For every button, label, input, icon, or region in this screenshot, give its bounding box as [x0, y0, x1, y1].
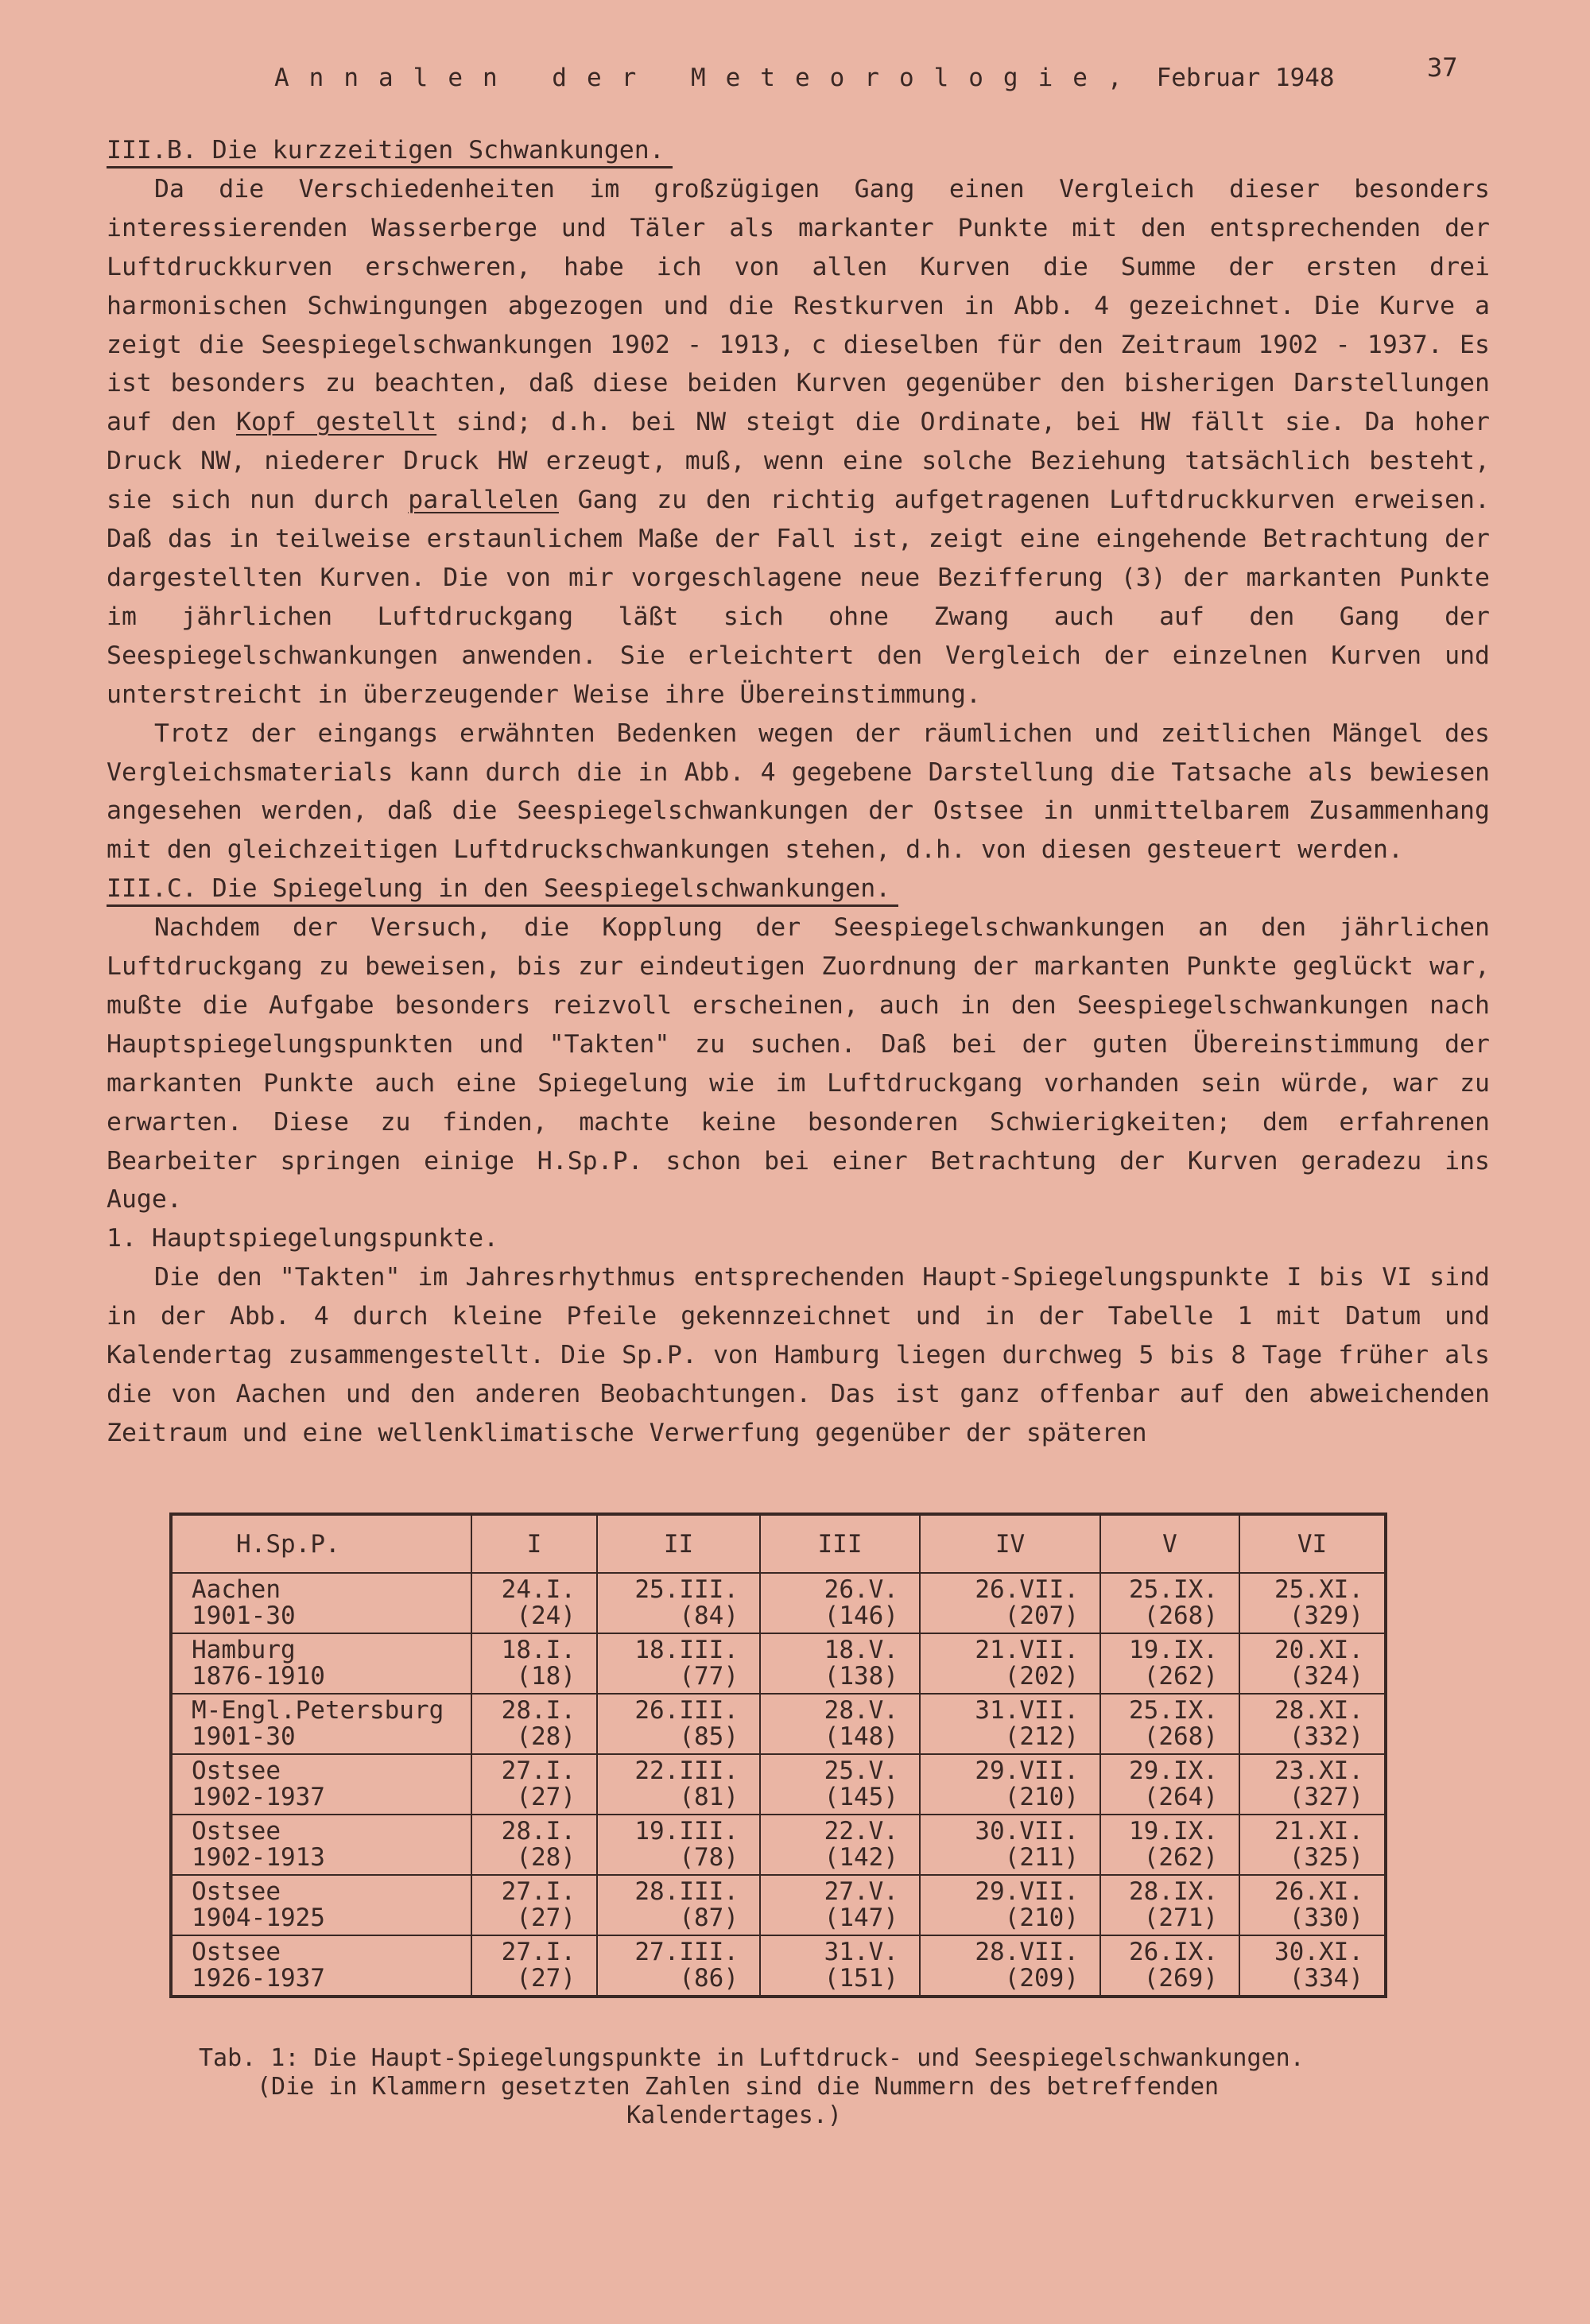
- date-cell: [597, 1694, 760, 1754]
- date-value: 23.XI.: [1274, 1757, 1363, 1785]
- running-header: [274, 64, 1335, 92]
- table-header-row: [171, 1514, 1386, 1573]
- station-period: 1901-30: [192, 1722, 296, 1751]
- date-value: 22.V.: [824, 1817, 898, 1846]
- table-row: [171, 1815, 1386, 1875]
- calendar-day: (77): [679, 1662, 739, 1691]
- date-cell: [920, 1633, 1100, 1694]
- date-cell: [1100, 1935, 1239, 1997]
- date-value: 27.I.: [501, 1757, 576, 1785]
- date-cell: [1239, 1694, 1386, 1754]
- date-value: 27.I.: [501, 1938, 576, 1966]
- station-cell: [171, 1573, 471, 1633]
- calendar-day: (212): [1004, 1722, 1079, 1751]
- caption-line: Tab. 1: Die Haupt-Spiegelungspunkte in Luftdruck- und Seespiegelschwankungen.: [199, 2044, 1305, 2072]
- caption-line: (Die in Klammern gesetzten Zahlen sind die Nummern des betreffenden: [257, 2073, 1220, 2101]
- column-header: V: [1100, 1514, 1239, 1573]
- date-value: 26.VII.: [975, 1575, 1079, 1604]
- calendar-day: (28): [516, 1722, 576, 1751]
- calendar-day: (18): [516, 1662, 576, 1691]
- station-period: 1901-30: [192, 1602, 296, 1630]
- date-cell: [920, 1754, 1100, 1815]
- station-cell: [171, 1694, 471, 1754]
- calendar-day: (202): [1004, 1662, 1079, 1691]
- date-cell: [1239, 1815, 1386, 1875]
- calendar-day: (138): [824, 1662, 898, 1691]
- date-cell: [1100, 1573, 1239, 1633]
- date-value: 25.V.: [824, 1757, 898, 1785]
- date-value: 18.V.: [824, 1636, 898, 1664]
- table-row: [171, 1935, 1386, 1997]
- paragraph-text: Da die Verschiedenheiten im großzügigen Gang einen Vergleich dieser besonders interessierenden Wasserberge und Täler als markanter Punkte mit den entsprechenden der Luftdruckkurven erschweren, habe ich von allen Kurven die Summe der ersten drei harmonischen Schwingungen abgezogen und die Restkurven in Abb. 4 gezeichnet. Die Kurve a zeigt die Seespiegelschwankungen 1902 - 1913, c dieselben für den Zeitraum 1902 - 1937. Es ist besonders zu beachten, daß diese beiden Kurven gegenüber den bisherigen Darstellungen auf den: [107, 174, 1490, 437]
- date-cell: [920, 1875, 1100, 1935]
- station-period: 1904-1925: [192, 1904, 325, 1932]
- calendar-day: (78): [679, 1843, 739, 1872]
- column-header: VI: [1239, 1514, 1386, 1573]
- date-cell: [1100, 1875, 1239, 1935]
- table-row: [171, 1875, 1386, 1935]
- date-value: 19.III.: [634, 1817, 739, 1846]
- date-value: 29.IX.: [1129, 1757, 1218, 1785]
- calendar-day: (327): [1289, 1783, 1363, 1811]
- date-cell: [1239, 1875, 1386, 1935]
- calendar-day: (147): [824, 1904, 898, 1932]
- paragraph: Trotz der eingangs erwähnten Bedenken wegen der räumlichen und zeitlichen Mängel des Vergleichsmaterials kann durch die in Abb. 4 gegebene Darstellung die Tatsache als bewiesen angesehen werden, daß die Seespiegelschwankungen der Ostsee in unmittelbarem Zusammenhang mit den gleichzeitigen Luftdruckschwankungen stehen, d.h. von diesen gesteuert werden.: [107, 719, 1490, 865]
- station-name: Ostsee: [192, 1938, 281, 1966]
- station-period: 1876-1910: [192, 1662, 325, 1691]
- date-cell: [920, 1935, 1100, 1997]
- date-value: 28.XI.: [1274, 1696, 1363, 1725]
- column-header: I: [471, 1514, 597, 1573]
- date-cell: [760, 1694, 920, 1754]
- date-value: 27.I.: [501, 1877, 576, 1906]
- date-cell: [1239, 1633, 1386, 1694]
- calendar-day: (27): [516, 1964, 576, 1993]
- date-value: 21.VII.: [975, 1636, 1079, 1664]
- date-cell: [597, 1754, 760, 1815]
- date-value: 26.V.: [824, 1575, 898, 1604]
- table-caption: [199, 2044, 1305, 2130]
- station-cell: [171, 1875, 471, 1935]
- date-value: 28.VII.: [975, 1938, 1079, 1966]
- date-value: 22.III.: [634, 1757, 739, 1785]
- column-header: H.Sp.P.: [171, 1514, 471, 1573]
- date-value: 28.I.: [501, 1696, 576, 1725]
- paragraph-text: sind; d.h. bei NW steigt die Ordinate, bei HW fällt sie. Da hoher Druck NW, niederer Druck HW erzeugt, muß, wenn eine solche Beziehung tatsächlich besteht, sie sich nun durch: [107, 408, 1490, 515]
- calendar-day: (81): [679, 1783, 739, 1811]
- date-value: 29.VII.: [975, 1757, 1079, 1785]
- date-value: 31.VII.: [975, 1696, 1079, 1725]
- date-value: 27.III.: [634, 1938, 739, 1966]
- paragraph: Die den "Takten" im Jahresrhythmus entsprechenden Haupt-Spiegelungspunkte I bis VI sind in der Abb. 4 durch kleine Pfeile gekennzeichnet und in der Tabelle 1 mit Datum und Kalendertag zusammengestellt. Die Sp.P. von Hamburg liegen durchweg 5 bis 8 Tage früher als die von Aachen und den anderen Beobachtungen. Das ist ganz offenbar auf den abweichenden Zeitraum und eine wellenklimatische Verwerfung gegenüber der späteren: [107, 1263, 1490, 1447]
- date-value: 19.IX.: [1129, 1636, 1218, 1664]
- underlined-phrase: Kopf gestellt: [235, 408, 437, 437]
- date-cell: [920, 1815, 1100, 1875]
- paragraph: [107, 170, 1490, 715]
- date-value: 25.IX.: [1129, 1575, 1218, 1604]
- date-value: 27.V.: [824, 1877, 898, 1906]
- station-cell: [171, 1754, 471, 1815]
- station-name: Aachen: [192, 1575, 281, 1604]
- station-period: 1902-1937: [192, 1783, 325, 1811]
- calendar-day: (324): [1289, 1662, 1363, 1691]
- station-cell: [171, 1935, 471, 1997]
- column-header: III: [760, 1514, 920, 1573]
- date-cell: [920, 1694, 1100, 1754]
- calendar-day: (151): [824, 1964, 898, 1993]
- calendar-day: (268): [1143, 1602, 1218, 1630]
- calendar-day: (271): [1143, 1904, 1218, 1932]
- station-name: Ostsee: [192, 1757, 281, 1785]
- table-1: [169, 1513, 1384, 1998]
- calendar-day: (334): [1289, 1964, 1363, 1993]
- underlined-phrase: parallelen: [408, 486, 559, 515]
- section-heading-c: III.C. Die Spiegelung in den Seespiegelschwankungen.: [107, 873, 898, 907]
- table-row: [171, 1633, 1386, 1694]
- date-cell: [471, 1754, 597, 1815]
- date-value: 26.III.: [634, 1696, 739, 1725]
- table-row: [171, 1754, 1386, 1815]
- calendar-day: (210): [1004, 1904, 1079, 1932]
- calendar-day: (325): [1289, 1843, 1363, 1872]
- calendar-day: (209): [1004, 1964, 1079, 1993]
- date-cell: [760, 1633, 920, 1694]
- paragraph: Nachdem der Versuch, die Kopplung der Seespiegelschwankungen an den jährlichen Luftdruckgang zu beweisen, bis zur eindeutigen Zuordnung der markanten Punkte geglückt war, mußte die Aufgabe besonders reizvoll erscheinen, auch in den Seespiegelschwankungen nach Hauptspiegelungspunkten und "Takten" zu suchen. Daß bei der guten Übereinstimmung der markanten Punkte auch eine Spiegelung wie im Luftdruckgang vorhanden sein würde, war zu erwarten. Diese zu finden, machte keine besonderen Schwierigkeiten; dem erfahrenen Bearbeiter springen einige H.Sp.P. schon bei einer Betrachtung der Kurven geradezu ins Auge.: [107, 913, 1490, 1214]
- date-cell: [471, 1633, 597, 1694]
- date-value: 24.I.: [501, 1575, 576, 1604]
- date-cell: [597, 1573, 760, 1633]
- body-text: [107, 131, 1490, 1453]
- date-value: 28.V.: [824, 1696, 898, 1725]
- calendar-day: (207): [1004, 1602, 1079, 1630]
- date-cell: [597, 1633, 760, 1694]
- subsection-heading: 1. Hauptspiegelungspunkte.: [107, 1224, 499, 1253]
- date-value: 28.IX.: [1129, 1877, 1218, 1906]
- date-value: 26.IX.: [1129, 1938, 1218, 1966]
- date-cell: [1239, 1935, 1386, 1997]
- date-value: 25.XI.: [1274, 1575, 1363, 1604]
- date-cell: [1100, 1815, 1239, 1875]
- station-name: Hamburg: [192, 1636, 296, 1664]
- date-value: 19.IX.: [1129, 1817, 1218, 1846]
- calendar-day: (145): [824, 1783, 898, 1811]
- column-header: II: [597, 1514, 760, 1573]
- calendar-day: (268): [1143, 1722, 1218, 1751]
- date-value: 25.IX.: [1129, 1696, 1218, 1725]
- page-number: 37: [1427, 52, 1458, 83]
- calendar-day: (27): [516, 1904, 576, 1932]
- date-value: 28.I.: [501, 1817, 576, 1846]
- calendar-day: (330): [1289, 1904, 1363, 1932]
- date-cell: [1239, 1573, 1386, 1633]
- date-value: 20.XI.: [1274, 1636, 1363, 1664]
- calendar-day: (85): [679, 1722, 739, 1751]
- calendar-day: (329): [1289, 1602, 1363, 1630]
- table-row: [171, 1573, 1386, 1633]
- calendar-day: (87): [679, 1904, 739, 1932]
- date-cell: [1100, 1694, 1239, 1754]
- date-cell: [760, 1754, 920, 1815]
- date-value: 18.I.: [501, 1636, 576, 1664]
- date-cell: [1100, 1633, 1239, 1694]
- column-header: IV: [920, 1514, 1100, 1573]
- calendar-day: (262): [1143, 1843, 1218, 1872]
- date-value: 21.XI.: [1274, 1817, 1363, 1846]
- journal-title: Annalen der Meteorologie,: [274, 64, 1142, 92]
- date-cell: [760, 1875, 920, 1935]
- date-cell: [920, 1573, 1100, 1633]
- station-period: 1926-1937: [192, 1964, 325, 1993]
- station-cell: [171, 1633, 471, 1694]
- date-cell: [1100, 1754, 1239, 1815]
- issue-date: Februar 1948: [1156, 64, 1335, 92]
- date-value: 30.VII.: [975, 1817, 1079, 1846]
- date-cell: [471, 1875, 597, 1935]
- date-value: 18.III.: [634, 1636, 739, 1664]
- date-cell: [597, 1875, 760, 1935]
- date-cell: [760, 1815, 920, 1875]
- date-cell: [471, 1815, 597, 1875]
- date-value: 29.VII.: [975, 1877, 1079, 1906]
- calendar-day: (28): [516, 1843, 576, 1872]
- date-cell: [471, 1935, 597, 1997]
- station-name: M-Engl.Petersburg: [192, 1696, 444, 1725]
- date-cell: [597, 1815, 760, 1875]
- calendar-day: (24): [516, 1602, 576, 1630]
- date-value: 25.III.: [634, 1575, 739, 1604]
- date-cell: [597, 1935, 760, 1997]
- calendar-day: (142): [824, 1843, 898, 1872]
- caption-line: Kalendertages.): [626, 2101, 842, 2129]
- calendar-day: (211): [1004, 1843, 1079, 1872]
- date-cell: [760, 1935, 920, 1997]
- date-cell: [471, 1573, 597, 1633]
- calendar-day: (84): [679, 1602, 739, 1630]
- date-cell: [471, 1694, 597, 1754]
- calendar-day: (269): [1143, 1964, 1218, 1993]
- date-value: 31.V.: [824, 1938, 898, 1966]
- calendar-day: (262): [1143, 1662, 1218, 1691]
- section-heading-b: III.B. Die kurzzeitigen Schwankungen.: [107, 134, 673, 168]
- date-value: 30.XI.: [1274, 1938, 1363, 1966]
- calendar-day: (264): [1143, 1783, 1218, 1811]
- paragraph-text: Gang zu den richtig aufgetragenen Luftdruckkurven erweisen. Daß das in teilweise erstaunlichem Maße der Fall ist, zeigt eine eingehende Betrachtung der dargestellten Kurven. Die von mir vorgeschlagene neue Bezifferung (3) der markanten Punkte im jährlichen Luftdruckgang läßt sich ohne Zwang auch auf den Gang der Seespiegelschwankungen anwenden. Sie erleichtert den Vergleich der einzelnen Kurven und unterstreicht in überzeugender Weise ihre Übereinstimmung.: [107, 486, 1490, 709]
- date-value: 28.III.: [634, 1877, 739, 1906]
- calendar-day: (148): [824, 1722, 898, 1751]
- table-row: [171, 1694, 1386, 1754]
- spiegelungspunkte-table: [169, 1513, 1387, 1998]
- station-name: Ostsee: [192, 1877, 281, 1906]
- calendar-day: (86): [679, 1964, 739, 1993]
- calendar-day: (210): [1004, 1783, 1079, 1811]
- calendar-day: (27): [516, 1783, 576, 1811]
- date-cell: [760, 1573, 920, 1633]
- calendar-day: (332): [1289, 1722, 1363, 1751]
- station-cell: [171, 1815, 471, 1875]
- station-period: 1902-1913: [192, 1843, 325, 1872]
- calendar-day: (146): [824, 1602, 898, 1630]
- date-value: 26.XI.: [1274, 1877, 1363, 1906]
- date-cell: [1239, 1754, 1386, 1815]
- station-name: Ostsee: [192, 1817, 281, 1846]
